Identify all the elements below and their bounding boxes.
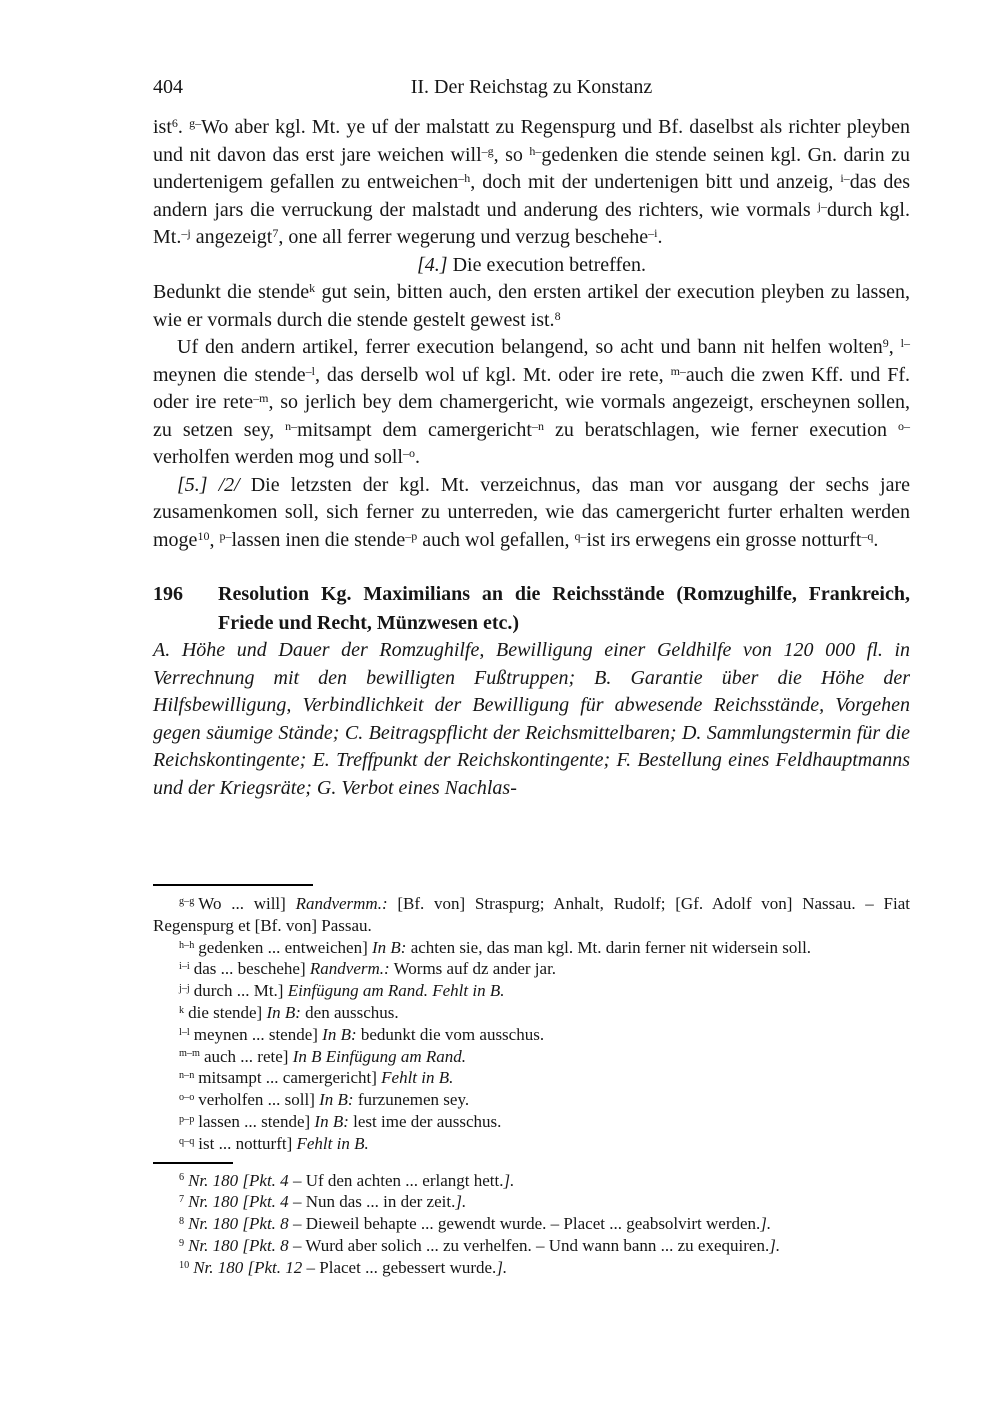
footnote-text: durch ... Mt.] Einfügung am Rand. Fehlt in B. (193, 981, 505, 1001)
footnote-text: das ... beschehe] Randverm.: Worms auf dz ander jar. (193, 959, 557, 979)
footnotes-letters (153, 893, 910, 1155)
document-title: Resolution Kg. Maximilians an die Reichsstände (Romzughilfe, Frankreich, Friede und Recht, Münzwesen etc.) (218, 583, 910, 634)
footnote-mark: k (179, 1004, 185, 1016)
page-number: 404 (153, 76, 183, 98)
footnote (153, 1046, 910, 1068)
page-header (153, 76, 910, 102)
footnote (153, 1191, 910, 1213)
footnote-text: gedenken ... entweichen] In B: achten sie, das man kgl. Mt. darin ferner nit widersein soll. (198, 937, 812, 957)
footnote (153, 1235, 910, 1257)
footnote-mark: l–l (179, 1026, 190, 1038)
main-text (153, 114, 910, 802)
footnote-mark: n–n (179, 1070, 195, 1082)
footnote-text: auch ... rete] In B Einfügung am Rand. (203, 1046, 466, 1066)
footnote-text: Nr. 180 [Pkt. 8 – Wurd aber solich ... zu verhelfen. – Und wann bann ... zu exequiren.]. (188, 1235, 781, 1255)
footnote (153, 1067, 910, 1089)
running-title: II. Der Reichstag zu Konstanz (410, 76, 653, 98)
body-paragraph-4: Bedunkt die stende$^k$ gut sein, bitten auch, den ersten artikel der execution pleyben zu lassen, wie er vormals durch die stende gestelt gewest ist.$^8$ (153, 281, 910, 331)
body-paragraph-5: [5.] /2/ Die letzsten der kgl. Mt. verzeichnus, das man vor ausgang der sechs jare zusamenkomen soll, sich ferner zu unterreden, wie das camergericht furter erhalten werden moge$^{10}$, $^{p-}$lassen inen die stende$^{-p}$ auch wol gefallen, $^{q-}$ist irs erwegens ein grosse notturft$^{-q}$. (153, 473, 910, 551)
footnote (153, 1213, 910, 1235)
footnote-mark: j–j (179, 983, 190, 995)
footnote-mark: o–o (179, 1092, 195, 1104)
footnote-mark: 9 (179, 1237, 185, 1249)
footnote (153, 937, 910, 959)
footnote (153, 1089, 910, 1111)
subsection-heading-4: [4.] Die execution betreffen. (416, 253, 646, 276)
footnote-mark: 7 (179, 1194, 185, 1206)
footnote-text: Wo ... will] Randvermm.: [Bf. von] Straspurg; Anhalt, Rudolf; [Gf. Adolf von] Nassau. – Fiat Regenspurg et [Bf. von] Passau. (153, 894, 910, 935)
footnotes-numbers (153, 1170, 910, 1279)
document-number: 196 (153, 583, 183, 605)
footnote (153, 980, 910, 1002)
footnote-rule-letters (153, 884, 313, 886)
footnote-rule-numbers (153, 1162, 233, 1164)
document-heading (153, 580, 910, 637)
footnote (153, 1257, 910, 1279)
footnote (153, 893, 910, 937)
footnote-text: lassen ... stende] In B: lest ime der ausschus. (198, 1111, 502, 1131)
footnote-text: Nr. 180 [Pkt. 12 – Placet ... gebessert wurde.]. (193, 1257, 508, 1277)
footnote-text: Nr. 180 [Pkt. 4 – Uf den achten ... erlangt hett.]. (188, 1170, 515, 1190)
footnote-mark: g–g (179, 895, 195, 907)
footnote-mark: p–p (179, 1113, 195, 1125)
footnote-text: ist ... notturft] Fehlt in B. (198, 1133, 369, 1153)
footnote (153, 1002, 910, 1024)
footnote (153, 1133, 910, 1155)
footnote-mark: 6 (179, 1172, 185, 1184)
footnote-area (153, 884, 910, 1279)
footnote-text: verholfen ... soll] In B: furzunemen sey. (198, 1090, 470, 1110)
footnote-mark: h–h (179, 939, 195, 951)
footnote-mark: m–m (179, 1048, 200, 1060)
footnote (153, 958, 910, 980)
body-paragraph-3: ist$^6$. $^{g-}$Wo aber kgl. Mt. ye uf der malstatt zu Regenspurg und Bf. daselbst als richter pleyben und nit davon das erst jare weichen will$^{-g}$, so $^{h-}$gedenken die stende seinen kgl. Gn. darin zu undertenigem gefallen zu entweichen$^{-h}$, doch mit der undertenigen bitt und anzeig, $^{i-}$das des andern jars die verruckung der malstadt und anderung des richters, wie vormals $^{j-}$durch kgl. Mt.$^{-j}$ angezeigt$^7$, one all ferrer wegerung und verzug beschehe$^{-i}$. (153, 116, 910, 248)
footnote (153, 1024, 910, 1046)
body-paragraph-execution: Uf den andern artikel, ferrer execution belangend, so acht und bann nit helfen wolten$^9$, $^{l-}$meynen die stende$^{-l}$, das derselb wol uf kgl. Mt. oder ire rete, $^{m-}$auch die zwen Kff. und Ff. oder ire rete$^{-m}$, so jerlich bey dem chamergericht, wie vormals angezeigt, erscheynen sollen, zu setzen sey, $^{n-}$mitsampt dem camergericht$^{-n}$ zu beratschlagen, wie ferner execution $^{o-}$verholfen werden mog und soll$^{-o}$. (153, 336, 911, 468)
footnote-mark: 10 (179, 1259, 190, 1271)
footnote (153, 1111, 910, 1133)
footnote-text: Nr. 180 [Pkt. 8 – Dieweil behapte ... gewendt wurde. – Placet ... geabsolvirt werden.]. (188, 1214, 772, 1234)
footnote (153, 1170, 910, 1192)
footnote-text: die stende] In B: den ausschus. (188, 1002, 399, 1022)
footnote-text: mitsampt ... camergericht] Fehlt in B. (198, 1068, 454, 1088)
footnote-text: Nr. 180 [Pkt. 4 – Nun das ... in der zeit.]. (188, 1192, 467, 1212)
footnote-text: meynen ... stende] In B: bedunkt die vom ausschus. (193, 1024, 545, 1044)
document-summary: A. Höhe und Dauer der Romzughilfe, Bewilligung einer Geldhilfe von 120 000 fl. in Verrechnung mit den bewilligten Fußtruppen; B. Garantie über die Höhe der Hilfsbewilligung, Verbindlichkeit der Bewilligung für abwesende Reichsstände, Vorgehen gegen säumige Stände; C. Beitragspflicht der Reichsmittelbaren; D. Sammlungstermin für die Reichskontingente; E. Treffpunkt der Reichskontingente; F. Bestellung eines Feldhauptmanns und der Kriegsräte; G. Verbot eines Nachlas- (153, 639, 910, 799)
footnote-mark: i–i (179, 961, 190, 973)
footnote-mark: q–q (179, 1135, 195, 1147)
footnote-mark: 8 (179, 1216, 185, 1228)
